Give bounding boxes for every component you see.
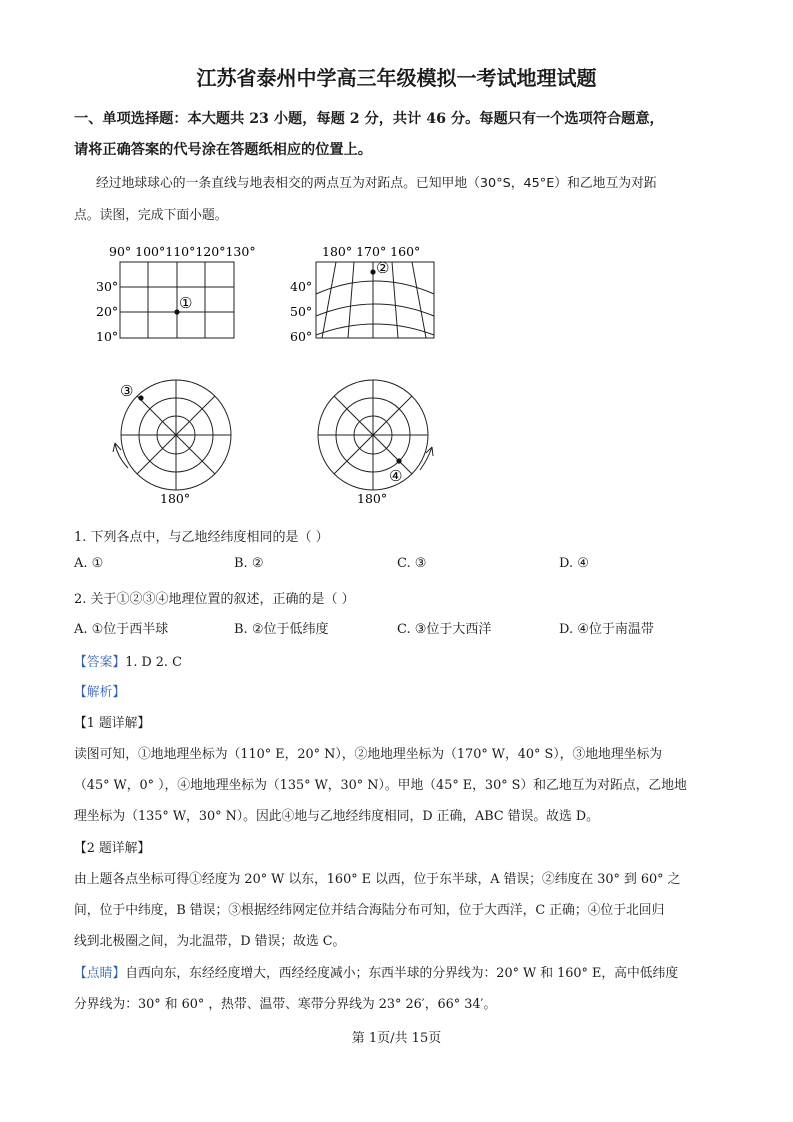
section-header-line1: 一、单项选择题：本大题共 23 小题，每题 2 分，共计 46 分。每题只有一个选项符合题意， [74, 111, 664, 127]
detail-2-line3: 线到北极圈之间，为北温带，D 错误；故选 C。 [74, 934, 346, 949]
question-1-option-c: C. ③ [397, 556, 427, 571]
point-3-dot [138, 395, 143, 400]
point-4-label: ④ [389, 467, 403, 485]
intro-line1: 经过地球球心的一条直线与地表相交的两点互为对跖点。已知甲地（30°S，45°E）和乙地互为对跖 [96, 176, 657, 191]
question-2-option-d: D. ④位于南温带 [559, 622, 654, 637]
grid2-lon-labels: 180° 170° 160° [322, 244, 421, 259]
detail-1-line1: 读图可知，①地地理坐标为（110° E，20° N），②地地理坐标为（170° W，40° S），③地地理坐标为 [74, 747, 663, 762]
question-2-option-b: B. ②位于低纬度 [234, 622, 329, 637]
grid2-lat50: 50° [290, 304, 313, 319]
detail-1-heading: 【1 题详解】 [74, 716, 151, 731]
tip-line1: 自西向东，东经经度增大，西经经度减小；东西半球的分界线为：20° W 和 160° E，高中低纬度 [125, 966, 679, 981]
question-2-stem: 2. 关于①②③④地理位置的叙述，正确的是（ ） [74, 592, 355, 607]
detail-2-line2: 间，位于中纬度，B 错误；③根据经纬网定位并结合海陆分布可知，位于大西洋，C 正确；④位于北回归 [74, 903, 665, 918]
answer-row [74, 651, 182, 670]
answer-text: 1. D 2. C [125, 655, 182, 670]
question-1-option-d: D. ④ [559, 556, 589, 571]
polar2-180-label: 180° [357, 491, 388, 506]
grid2-lat40: 40° [290, 279, 313, 294]
question-1-stem: 1. 下列各点中，与乙地经纬度相同的是（ ） [74, 530, 329, 545]
question-1-option-b: B. ② [234, 556, 264, 571]
answer-label: 【答案】 [74, 655, 126, 670]
point-2-label: ② [376, 259, 390, 277]
point-3-label: ③ [120, 382, 134, 400]
intro-line2: 点。读图，完成下面小题。 [74, 208, 228, 223]
grid1-lat30: 30° [96, 279, 119, 294]
question-2-option-a: A. ①位于西半球 [74, 622, 169, 637]
grid1-lat20: 20° [96, 304, 119, 319]
point-2-dot [370, 269, 375, 274]
detail-1-line3: 理坐标为（135° W，30° N）。因此④地与乙地经纬度相同，D 正确，ABC 错误。故选 D。 [74, 809, 599, 824]
detail-2-heading: 【2 题详解】 [74, 841, 151, 856]
detail-2-line1: 由上题各点坐标可得①经度为 20° W 以东，160° E 以西，位于东半球，A 错误；②纬度在 30° 到 60° 之 [74, 872, 681, 887]
analysis-label: 【解析】 [74, 685, 126, 700]
grid1-lon-labels: 90° 100°110°120°130° [109, 244, 256, 259]
tip-line2: 分界线为：30° 和 60° ，热带、温带、寒带分界线为 23° 26′，66° 34′。 [74, 997, 497, 1012]
grid-map-1 [120, 262, 234, 338]
section-header-line2: 请将正确答案的代号涂在答题纸相应的位置上。 [74, 142, 372, 158]
question-2-option-c: C. ③位于大西洋 [397, 622, 492, 637]
page-title: 江苏省泰州中学高三年级模拟一考试地理试题 [196, 66, 597, 90]
tip-row [74, 962, 678, 981]
grid1-lat10: 10° [96, 329, 119, 344]
tip-label: 【点睛】 [74, 966, 126, 981]
polar-map-2 [318, 380, 432, 490]
map-figure [80, 238, 460, 510]
polar1-180-label: 180° [160, 491, 191, 506]
point-4-dot [396, 458, 401, 463]
point-1-label: ① [179, 294, 193, 312]
detail-1-line2: （45° W，0° ），④地地理坐标为（135° W，30° N）。甲地（45° E，30° S）和乙地互为对跖点，乙地地 [74, 778, 687, 793]
grid2-lat60: 60° [290, 329, 313, 344]
question-1-option-a: A. ① [74, 556, 104, 571]
page-footer: 第 1页/共 15页 [351, 1031, 442, 1046]
